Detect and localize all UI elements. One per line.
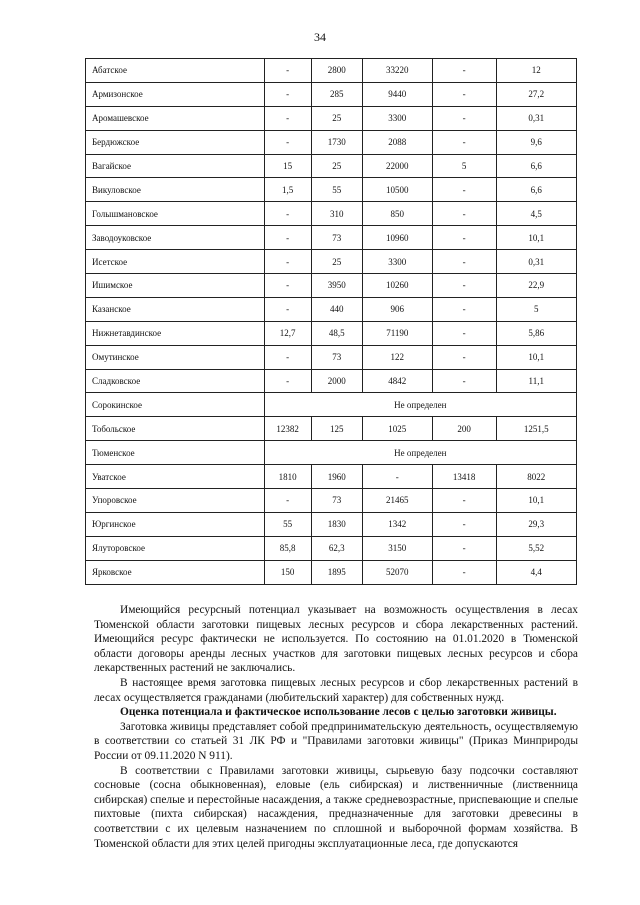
value-cell: 5	[496, 297, 576, 321]
district-name-cell: Тюменское	[86, 441, 265, 465]
value-cell: 150	[264, 560, 311, 584]
value-cell: 85,8	[264, 536, 311, 560]
value-cell: 12,7	[264, 321, 311, 345]
value-cell: -	[432, 274, 496, 298]
value-cell: 440	[311, 297, 362, 321]
table-row	[86, 178, 577, 202]
table-row	[86, 154, 577, 178]
value-cell: 55	[311, 178, 362, 202]
table-row	[86, 536, 577, 560]
district-name-cell: Бердюжское	[86, 130, 265, 154]
value-cell: 125	[311, 417, 362, 441]
body-text	[94, 603, 578, 851]
section-heading: Оценка потенциала и фактическое использование лесов с целью заготовки живицы.	[120, 706, 557, 719]
value-cell: 52070	[362, 560, 432, 584]
value-cell: 1342	[362, 512, 432, 536]
value-cell: -	[362, 465, 432, 489]
district-name-cell: Вагайское	[86, 154, 265, 178]
value-cell: 1895	[311, 560, 362, 584]
value-cell: 9,6	[496, 130, 576, 154]
value-cell: -	[432, 59, 496, 83]
value-cell: -	[264, 82, 311, 106]
value-cell: 6,6	[496, 178, 576, 202]
value-cell: 29,3	[496, 512, 576, 536]
table-row	[86, 345, 577, 369]
value-cell: 10,1	[496, 226, 576, 250]
value-cell: 10500	[362, 178, 432, 202]
table-row	[86, 369, 577, 393]
value-cell: 10960	[362, 226, 432, 250]
value-cell: 12382	[264, 417, 311, 441]
district-name-cell: Исетское	[86, 250, 265, 274]
value-cell: 73	[311, 345, 362, 369]
value-cell: 15	[264, 154, 311, 178]
table-row	[86, 393, 577, 417]
table-row	[86, 560, 577, 584]
value-cell: 5,86	[496, 321, 576, 345]
paragraph: Заготовка живицы представляет собой предпринимательскую деятельность, осуществляемую в соответствии со статьей 31 ЛК РФ и "Правилами заготовки живицы" (Приказ Минприроды России от 09.11.2020 N 911).	[94, 720, 578, 762]
table-row	[86, 59, 577, 83]
district-name-cell: Викуловское	[86, 178, 265, 202]
value-cell: 1810	[264, 465, 311, 489]
value-cell: 71190	[362, 321, 432, 345]
table-row	[86, 297, 577, 321]
value-cell: 12	[496, 59, 576, 83]
value-cell: 3150	[362, 536, 432, 560]
value-cell: 25	[311, 250, 362, 274]
value-cell: 22,9	[496, 274, 576, 298]
district-name-cell: Казанское	[86, 297, 265, 321]
value-cell: 11,1	[496, 369, 576, 393]
district-name-cell: Нижнетавдинское	[86, 321, 265, 345]
value-cell: 33220	[362, 59, 432, 83]
value-cell: -	[432, 106, 496, 130]
district-name-cell: Тобольское	[86, 417, 265, 441]
table-row	[86, 202, 577, 226]
table-row	[86, 512, 577, 536]
value-cell: 3950	[311, 274, 362, 298]
value-cell: -	[432, 512, 496, 536]
value-cell: 3300	[362, 106, 432, 130]
table-row	[86, 250, 577, 274]
value-cell: -	[432, 250, 496, 274]
value-cell: 21465	[362, 489, 432, 513]
paragraph: Имеющийся ресурсный потенциал указывает на возможность осуществления в лесах Тюменской области заготовки пищевых лесных ресурсов и сбора лекарственных растений. Имеющийся ресурс фактически не используется. По состоянию на 01.01.2020 в Тюменской области договоры аренды лесных участков для заготовки пищевых лесных ресурсов и сбора лекарственных растений не заключались.	[94, 604, 578, 675]
value-cell: 2088	[362, 130, 432, 154]
value-cell: -	[432, 226, 496, 250]
value-cell: -	[264, 297, 311, 321]
value-cell: -	[264, 274, 311, 298]
district-name-cell: Ялуторовское	[86, 536, 265, 560]
table-row	[86, 441, 577, 465]
value-cell: 10,1	[496, 345, 576, 369]
value-cell: -	[432, 369, 496, 393]
value-cell: 73	[311, 226, 362, 250]
value-cell: -	[264, 59, 311, 83]
value-cell: -	[432, 560, 496, 584]
value-cell: 0,31	[496, 106, 576, 130]
value-cell: 1251,5	[496, 417, 576, 441]
value-cell: -	[264, 369, 311, 393]
value-cell: 4,5	[496, 202, 576, 226]
value-cell: -	[432, 202, 496, 226]
district-name-cell: Ишимское	[86, 274, 265, 298]
value-cell: 4,4	[496, 560, 576, 584]
district-name-cell: Заводоуковское	[86, 226, 265, 250]
value-cell: 5,52	[496, 536, 576, 560]
table-row	[86, 130, 577, 154]
value-cell: -	[264, 202, 311, 226]
value-cell: -	[432, 489, 496, 513]
table-row	[86, 417, 577, 441]
table-row	[86, 321, 577, 345]
value-cell: 6,6	[496, 154, 576, 178]
value-cell: 5	[432, 154, 496, 178]
paragraph: В настоящее время заготовка пищевых лесных ресурсов и сбор лекарственных растений в лесах осуществляется гражданами (любительский характер) для собственных нужд.	[94, 676, 578, 704]
value-cell: 200	[432, 417, 496, 441]
value-cell: 73	[311, 489, 362, 513]
value-cell: -	[432, 536, 496, 560]
value-cell: 9440	[362, 82, 432, 106]
value-cell: -	[432, 130, 496, 154]
value-cell: 850	[362, 202, 432, 226]
value-cell: -	[432, 321, 496, 345]
value-cell: 906	[362, 297, 432, 321]
table-row	[86, 106, 577, 130]
district-name-cell: Голышмановское	[86, 202, 265, 226]
table-row	[86, 226, 577, 250]
district-name-cell: Аромашевское	[86, 106, 265, 130]
resource-table	[85, 58, 577, 585]
value-cell: 55	[264, 512, 311, 536]
value-cell: 2800	[311, 59, 362, 83]
value-cell: -	[264, 226, 311, 250]
value-cell: 2000	[311, 369, 362, 393]
value-cell: 1730	[311, 130, 362, 154]
value-cell: -	[264, 489, 311, 513]
value-cell: 1025	[362, 417, 432, 441]
value-cell: 8022	[496, 465, 576, 489]
district-name-cell: Юргинское	[86, 512, 265, 536]
value-cell: 62,3	[311, 536, 362, 560]
value-cell: 122	[362, 345, 432, 369]
value-cell: -	[264, 250, 311, 274]
table-row	[86, 489, 577, 513]
table-row	[86, 274, 577, 298]
value-cell: 10260	[362, 274, 432, 298]
value-cell: -	[432, 178, 496, 202]
district-name-cell: Армизонское	[86, 82, 265, 106]
value-cell: 1830	[311, 512, 362, 536]
value-cell: 22000	[362, 154, 432, 178]
district-name-cell: Омутинское	[86, 345, 265, 369]
value-cell: 48,5	[311, 321, 362, 345]
value-cell: 10,1	[496, 489, 576, 513]
district-name-cell: Сладковское	[86, 369, 265, 393]
value-cell: 25	[311, 106, 362, 130]
value-cell: -	[432, 297, 496, 321]
paragraph: В соответствии с Правилами заготовки живицы, сырьевую базу подсочки составляют сосновые (сосна обыкновенная), еловые (ель сибирская) и лиственничные (лиственница сибирская) спелые и перестойные насаждения, а также средневозрастные, приспевающие и спелые пихтовые (пихта сибирская) насаждения, предназначенные для заготовки древесины в соответствии с их целевым назначением по сплошной и выборочной формам хозяйства. В Тюменской области для этих целей пригодны эксплуатационные леса, где допускаются	[94, 764, 578, 850]
district-name-cell: Абатское	[86, 59, 265, 83]
page-number: 34	[314, 30, 326, 44]
merged-value-cell: Не определен	[264, 441, 576, 465]
value-cell: -	[264, 345, 311, 369]
value-cell: 4842	[362, 369, 432, 393]
value-cell: -	[264, 106, 311, 130]
value-cell: 0,31	[496, 250, 576, 274]
district-name-cell: Уватское	[86, 465, 265, 489]
value-cell: 310	[311, 202, 362, 226]
table-row	[86, 465, 577, 489]
table-row	[86, 82, 577, 106]
value-cell: -	[432, 82, 496, 106]
district-name-cell: Упоровское	[86, 489, 265, 513]
value-cell: 3300	[362, 250, 432, 274]
value-cell: 1960	[311, 465, 362, 489]
merged-value-cell: Не определен	[264, 393, 576, 417]
district-name-cell: Ярковское	[86, 560, 265, 584]
value-cell: 285	[311, 82, 362, 106]
value-cell: -	[432, 345, 496, 369]
value-cell: -	[264, 130, 311, 154]
district-name-cell: Сорокинское	[86, 393, 265, 417]
value-cell: 1,5	[264, 178, 311, 202]
value-cell: 13418	[432, 465, 496, 489]
value-cell: 27,2	[496, 82, 576, 106]
value-cell: 25	[311, 154, 362, 178]
